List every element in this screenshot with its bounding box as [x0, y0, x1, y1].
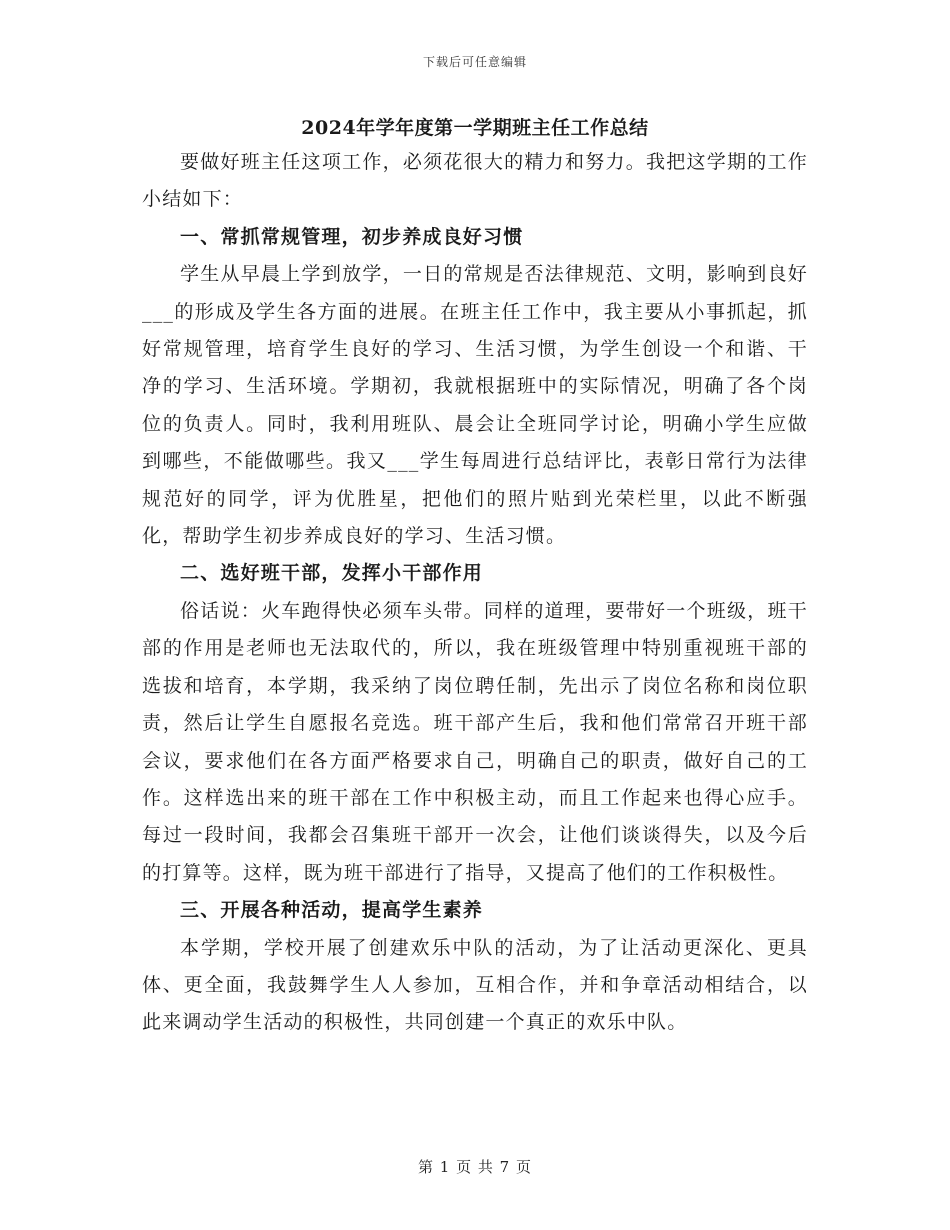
section-heading-3: 三、开展各种活动，提高学生素养	[180, 899, 484, 922]
page-header-note: 下载后可任意编辑	[422, 55, 527, 69]
document-body	[142, 112, 808, 1042]
intro-paragraph: 要做好班主任这项工作，必须花很大的精力和努力。我把这学期的工作小结如下：	[142, 151, 808, 211]
section-body-1: 学生从早晨上学到放学，一日的常规是否法律规范、文明，影响到良好___的形成及学生各方面的进展。在班主任工作中，我主要从小事抓起，抓好常规管理，培育学生良好的学习、生活习惯，为学生创设一个和谐、干净的学习、生活环境。学期初，我就根据班中的实际情况，明确了各个岗位的负责人。同时，我利用班队、晨会让全班同学讨论，明确小学生应做到哪些，不能做哪些。我又___学生每周进行总结评比，表彰日常行为法律规范好的同学，评为优胜星，把他们的照片贴到光荣栏里，以此不断强化，帮助学生初步养成良好的学习、生活习惯。	[142, 263, 808, 548]
section-body-3: 本学期，学校开展了创建欢乐中队的活动，为了让活动更深化、更具体、更全面，我鼓舞学生人人参加，互相合作，并和争章活动相结合，以此来调动学生活动的积极性，共同创建一个真正的欢乐中队。	[142, 936, 808, 1034]
section-heading-2: 二、选好班干部，发挥小干部作用	[180, 562, 484, 585]
section-heading-1: 一、常抓常规管理，初步养成良好习惯	[180, 225, 524, 248]
page-number: 第 1 页 共 7 页	[418, 1158, 532, 1176]
section-body-2: 俗话说：火车跑得快必须车头带。同样的道理，要带好一个班级，班干部的作用是老师也无法取代的，所以，我在班级管理中特别重视班干部的选拔和培育，本学期，我采纳了岗位聘任制，先出示了岗位名称和岗位职责，然后让学生自愿报名竞选。班干部产生后，我和他们常常召开班干部会议，要求他们在各方面严格要求自己，明确自己的职责，做好自己的工作。这样选出来的班干部在工作中积极主动，而且工作起来也得心应手。每过一段时间，我都会召集班干部开一次会，让他们谈谈得失，以及今后的打算等。这样，既为班干部进行了指导，又提高了他们的工作积极性。	[142, 599, 808, 884]
document-title: 2024年学年度第一学期班主任工作总结	[301, 117, 649, 139]
